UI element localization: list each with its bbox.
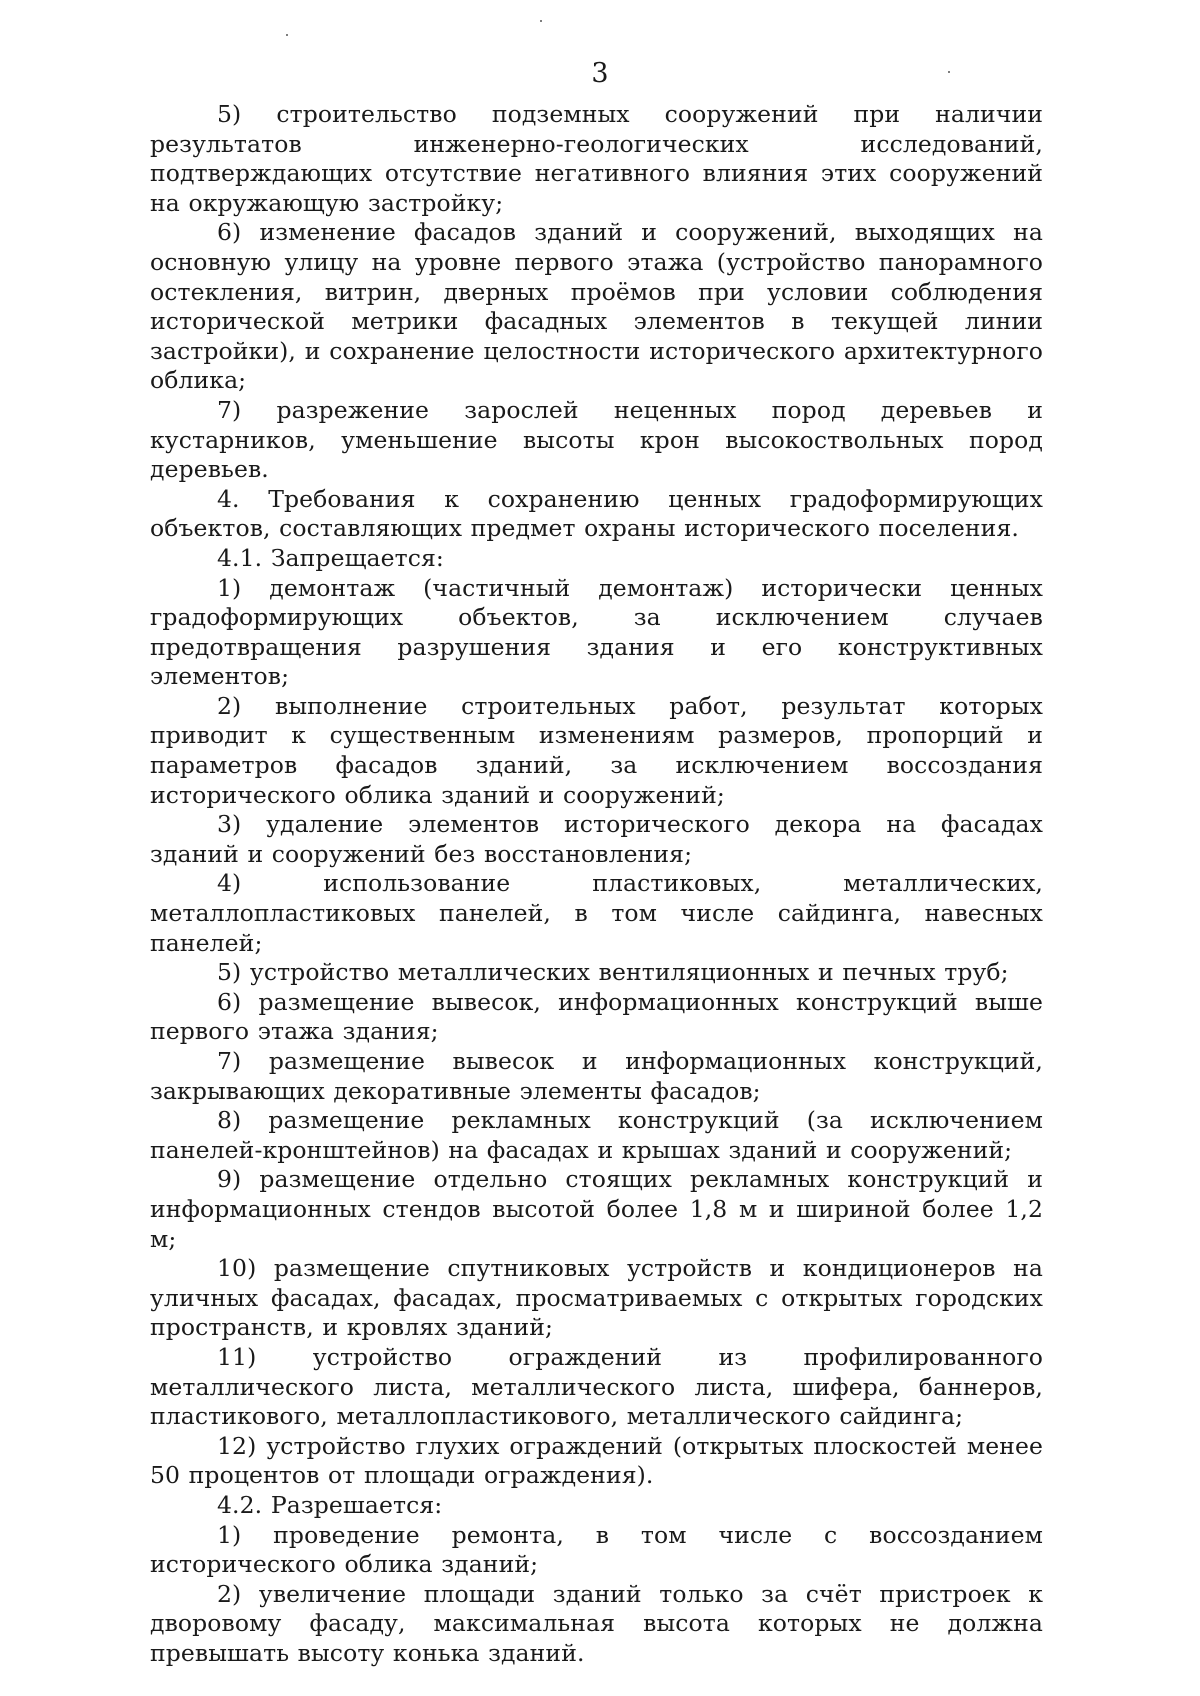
paragraph: 1) демонтаж (частичный демонтаж) исторически ценных градоформирующих объектов, за исключением случаев предотвращения разрушения здания и его конструктивных элементов; (150, 573, 1043, 691)
section-heading-paragraph: 4. Требования к сохранению ценных градоформирующих объектов, составляющих предмет охраны исторического поселения. (150, 484, 1043, 543)
subsection-heading: 4.2. Разрешается: (217, 1490, 443, 1519)
paragraph: 7) размещение вывесок и информационных конструкций, закрывающих декоративные элементы фасадов; (150, 1047, 1043, 1105)
paragraph: 2) увеличение площади зданий только за счёт пристроек к дворовому фасаду, максимальная высота которых не должна превышать высоту конька зданий. (150, 1579, 1043, 1667)
scan-speck (286, 34, 288, 36)
paragraph: 2) выполнение строительных работ, результат которых приводит к существенным изменениям размеров, пропорций и параметров фасадов зданий, за исключением воссоздания исторического облика зданий и сооружений; (150, 691, 1043, 809)
paragraph: 9) размещение отдельно стоящих рекламных конструкций и информационных стендов высотой более 1,8 м и шириной более 1,2 м; (150, 1165, 1043, 1253)
scan-speck (540, 20, 542, 22)
document-body (150, 100, 1043, 1668)
paragraph: 12) устройство глухих ограждений (открытых плоскостей менее 50 процентов от площади ограждения). (150, 1431, 1043, 1490)
paragraph: 6) размещение вывесок, информационных конструкций выше первого этажа здания; (150, 987, 1043, 1046)
page-number: 3 (591, 58, 609, 89)
paragraph: 7) разрежение зарослей неценных пород деревьев и кустарников, уменьшение высоты крон высокоствольных пород деревьев. (150, 395, 1043, 484)
paragraph: 5) устройство металлических вентиляционных и печных труб; (217, 958, 1009, 987)
paragraph: 8) размещение рекламных конструкций (за исключением панелей-кронштейнов) на фасадах и крышах зданий и сооружений; (150, 1106, 1043, 1164)
paragraph: 10) размещение спутниковых устройств и кондиционеров на уличных фасадах, фасадах, просматриваемых с открытых городских пространств, и кровлях зданий; (150, 1254, 1043, 1342)
paragraph: 4) использование пластиковых, металлических, металлопластиковых панелей, в том числе сайдинга, навесных панелей; (150, 869, 1043, 957)
subsection-heading: 4.1. Запрещается: (217, 543, 444, 572)
paragraph: 5) строительство подземных сооружений при наличии результатов инженерно-геологических исследований, подтверждающих отсутствие негативного влияния этих сооружений на окружающую застройку; (150, 100, 1043, 217)
paragraph: 11) устройство ограждений из профилированного металлического листа, металлического листа, шифера, баннеров, пластикового, металлопластикового, металлического сайдинга; (150, 1342, 1043, 1431)
paragraph: 6) изменение фасадов зданий и сооружений, выходящих на основную улицу на уровне первого этажа (устройство панорамного остекления, витрин, дверных проёмов при условии соблюдения исторической метрики фасадных элементов в текущей линии застройки), и сохранение целостности исторического архитектурного облика; (150, 218, 1043, 395)
paragraph: 3) удаление элементов исторического декора на фасадах зданий и сооружений без восстановления; (150, 810, 1043, 868)
paragraph: 1) проведение ремонта, в том числе с воссозданием исторического облика зданий; (150, 1520, 1043, 1579)
